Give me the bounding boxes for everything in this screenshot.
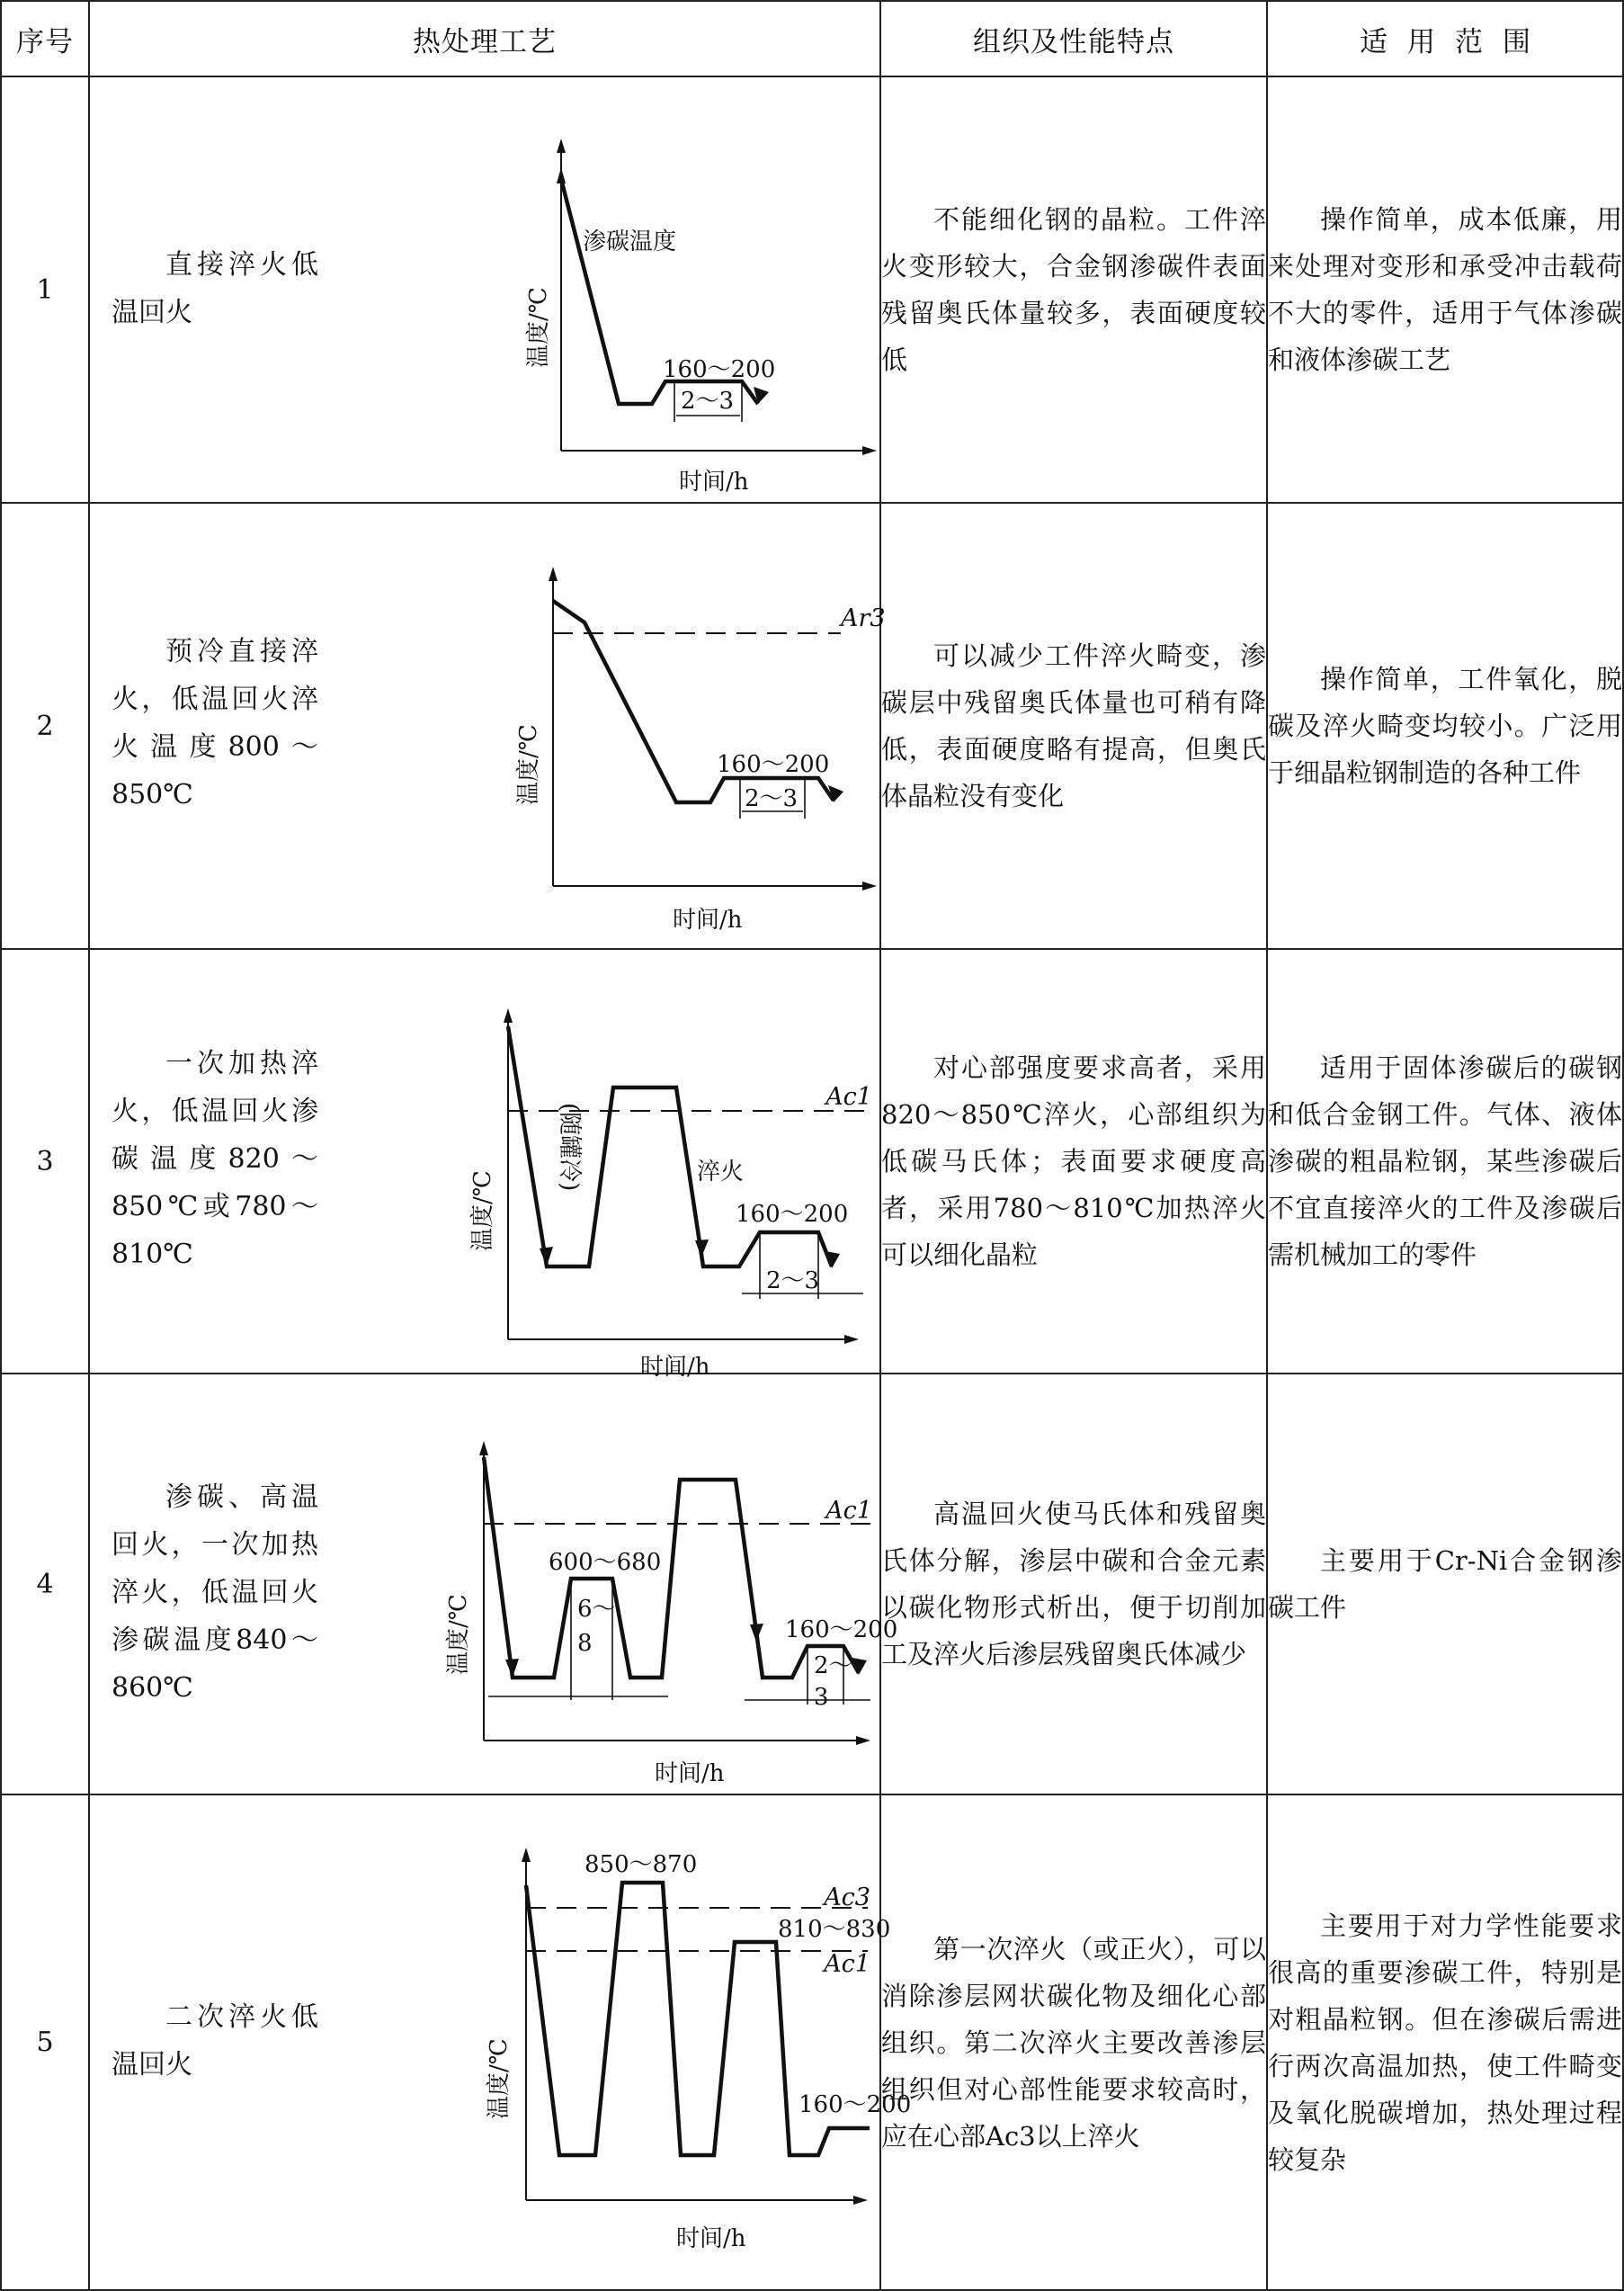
x-axis-arrow	[862, 881, 877, 890]
scope-text: 适用于固体渗碳后的碳钢和低合金钢工件。气体、液体渗碳的粗晶粒钢，某些渗碳后不宜直接淬火的工件及渗碳后需机械加工的零件	[1268, 1052, 1622, 1270]
scope-text: 操作简单，成本低廉，用来处理对变形和承受冲击载荷不大的零件，适用于气体渗碳和液体渗碳工艺	[1268, 204, 1622, 375]
scope-cell	[1267, 1374, 1623, 1794]
temp-label: 160～200	[717, 751, 830, 778]
scope-cell	[1267, 1794, 1623, 2290]
scope-cell	[1267, 76, 1623, 503]
process-name: 一次加热淬火，低温回火渗碳温度820～850℃或780～810℃	[112, 1048, 318, 1270]
cooling-arrow	[505, 1659, 519, 1678]
header-scope: 适用范围	[1267, 1, 1623, 76]
scope-text: 主要用于Cr-Ni合金钢渗碳工件	[1268, 1545, 1622, 1623]
characteristics-text: 对心部强度要求高者，采用820～850℃淬火，心部组织为低碳马氏体；表面要求硬度高者，采用780～810℃加热淬火可以细化晶粒	[881, 1052, 1266, 1270]
temp-label: 160～200	[736, 1201, 849, 1228]
table-row	[1, 1794, 1623, 2290]
y-axis-arrow	[504, 1008, 513, 1023]
hold2-label-a: 2～	[814, 1652, 852, 1679]
process-cell	[89, 76, 880, 503]
x-axis-label: 时间/h	[655, 1760, 725, 1787]
header-no: 序号	[1, 1, 89, 76]
temp3-label: 160～200	[799, 2091, 912, 2118]
heat-treatment-diagram	[387, 540, 886, 944]
process-cell	[89, 1374, 898, 1794]
y-axis-label: 温度/℃	[486, 2038, 513, 2119]
ac3-label: Ac3	[824, 1884, 870, 1911]
y-axis-label: 温度/℃	[469, 1170, 496, 1251]
temp2-label: 810～830	[778, 1916, 891, 1943]
quench-arrow	[695, 1239, 709, 1257]
heat-treatment-diagram	[322, 1430, 898, 1799]
row-number: 1	[1, 76, 89, 503]
x-axis-arrow	[862, 446, 877, 455]
process-name: 预冷直接淬火，低温回火淬火温度800～850℃	[112, 636, 318, 810]
scope-text: 操作简单，工件氧化，脱碳及淬火畸变均较小。广泛用于细晶粒钢制造的各种工件	[1268, 664, 1622, 788]
hold2-label-b: 3	[814, 1684, 829, 1711]
ar3-label: Ar3	[841, 604, 886, 632]
hold1-label-a: 6～	[577, 1596, 616, 1623]
y-axis-arrow	[549, 567, 558, 581]
hold1-label-b: 8	[577, 1630, 593, 1657]
ac1-label: Ac1	[824, 1950, 870, 1978]
characteristics-text: 高温回火使马氏体和残留奥氏体分解，渗层中碳和合金元素以碳化物形式析出，便于切削加工及淬火后渗层残留奥氏体减少	[881, 1499, 1266, 1669]
cooling-arrow	[540, 1247, 553, 1266]
characteristics-text: 可以减少工件淬火畸变，渗碳层中残留奥氏体量也可稍有降低，表面硬度略有提高，但奥氏体晶粒没有变化	[881, 640, 1266, 811]
table-row	[1, 76, 1623, 503]
characteristics-cell	[880, 949, 1267, 1374]
characteristics-cell	[880, 503, 1267, 949]
process-curve	[484, 1457, 859, 1678]
characteristics-cell	[880, 1794, 1267, 2290]
process-cell	[89, 503, 886, 949]
heat-treatment-diagram	[360, 986, 881, 1382]
x-axis-arrow	[844, 1335, 859, 1344]
x-axis-label: 时间/h	[676, 2225, 746, 2252]
row-number: 2	[1, 503, 89, 949]
heat-treatment-diagram	[387, 112, 881, 507]
quench-label: 淬火	[697, 1159, 745, 1186]
scope-text: 主要用于对力学性能要求很高的重要渗碳工件，特别是对粗晶粒钢。但在渗碳后需进行两次高温加热，使工件畸变及氧化脱碳增加，热处理过程较复杂	[1268, 1910, 1622, 2175]
process-name: 直接淬火低温回火	[112, 249, 318, 328]
ac1-label: Ac1	[825, 1497, 872, 1525]
process-cell	[89, 1794, 912, 2290]
header-row	[1, 1, 1623, 76]
row-number: 3	[1, 949, 89, 1374]
temp-label: 160～200	[663, 356, 776, 383]
x-axis-arrow	[856, 1736, 870, 1745]
y-axis-label: 温度/℃	[445, 1594, 472, 1675]
table-row	[1, 503, 1623, 949]
header-characteristics: 组织及性能特点	[880, 1, 1267, 76]
table-row	[1, 1374, 1623, 1794]
cool-label: (随罐冷)	[556, 1103, 583, 1192]
hold-label: 2～3	[681, 388, 735, 415]
characteristics-text: 不能细化钢的晶粒。工件淬火变形较大，合金钢渗碳件表面残留奥氏体量较多，表面硬度较低	[881, 204, 1266, 375]
table-row	[1, 949, 1623, 1374]
ac1-label: Ac1	[825, 1083, 872, 1111]
temp2-label: 160～200	[785, 1616, 898, 1643]
x-axis-arrow	[853, 2196, 868, 2205]
characteristics-text: 第一次淬火（或正火），可以消除渗层网状碳化物及细化心部组织。第二次淬火主要改善渗层组织但对心部性能要求较高时，应在心部Ac3以上淬火	[881, 1933, 1266, 2152]
hold-label: 2～3	[766, 1267, 820, 1294]
scope-cell	[1267, 503, 1623, 949]
quench-arrow	[750, 1624, 763, 1642]
scope-cell	[1267, 949, 1623, 1374]
diagram-axes	[553, 576, 868, 886]
process-name: 渗碳、高温回火，一次加热淬火，低温回火渗碳温度840～860℃	[112, 1481, 318, 1704]
y-axis-label: 温度/℃	[525, 287, 552, 368]
y-axis-arrow	[479, 1441, 488, 1455]
y-axis-label: 温度/℃	[515, 724, 542, 805]
header-process: 热处理工艺	[89, 1, 880, 76]
diagram-label-top: 渗碳温度	[583, 228, 677, 255]
row-number: 4	[1, 1374, 89, 1794]
y-axis-arrow	[557, 139, 566, 153]
heat-treatment-diagram	[360, 1822, 912, 2272]
heating-arrow	[557, 167, 566, 183]
temp1-label: 600～680	[549, 1549, 662, 1576]
characteristics-cell	[880, 76, 1267, 503]
y-axis-arrow	[522, 1848, 531, 1862]
characteristics-cell	[880, 1374, 1267, 1794]
x-axis-label: 时间/h	[673, 907, 743, 934]
x-axis-label: 时间/h	[640, 1354, 710, 1381]
hold-label: 2～3	[745, 785, 799, 812]
process-cell	[89, 949, 880, 1381]
process-name: 二次淬火低温回火	[112, 2001, 318, 2081]
row-number: 5	[1, 1794, 89, 2290]
temp1-label: 850～870	[584, 1851, 698, 1878]
x-axis-label: 时间/h	[679, 469, 749, 496]
